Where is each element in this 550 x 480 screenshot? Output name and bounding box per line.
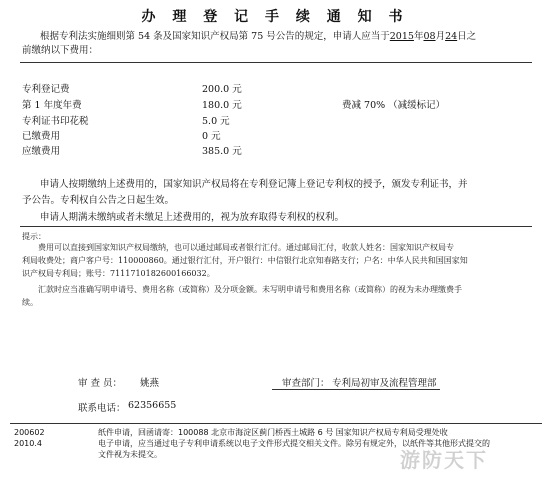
deadline-month: 08 [423, 31, 436, 42]
fee-amount: 200.0 元 [202, 84, 242, 95]
dept-label: 审查部门： [282, 378, 330, 389]
form-version: 2010.4 [14, 439, 42, 448]
fee-label: 专利登记费 [22, 84, 70, 95]
notes-line: 汇款时应当准确写明申请号、费用名称（或简称）及分项金额。未写明申请号和费用名称（或简称）的视为未办理缴费手 [38, 285, 462, 294]
fee-label: 第 1 年度年费 [22, 100, 82, 111]
footer-line: 文件视为未提交。 [98, 450, 162, 459]
year-unit: 年 [413, 31, 424, 42]
notes-line: 利局收费处；商户客户号：110000860。通过银行汇付，开户银行：中信银行北京知春路支行；户名：中华人民共和国国家知 [22, 256, 468, 265]
notes-label: 提示： [22, 232, 46, 241]
divider-middle [20, 226, 532, 227]
day-unit: 日之 [457, 31, 477, 42]
fee-amount: 180.0 元 [202, 100, 242, 111]
month-unit: 月 [435, 31, 446, 42]
phone-number: 62356655 [128, 400, 177, 411]
paragraph-grant-line-2: 予公告。专利权自公告之日起生效。 [22, 195, 175, 206]
fee-amount: 5.0 元 [202, 116, 230, 127]
phone-label: 联系电话： [78, 403, 126, 414]
fee-label: 应缴费用 [22, 146, 61, 157]
watermark-logo: 游防天下 [400, 448, 488, 472]
form-code: 200602 [14, 428, 45, 437]
fee-reduction-note: 费减 70% （减缓标记） [342, 100, 446, 111]
divider-footer [10, 423, 542, 424]
dept-name: 专利局初审及流程管理部 [332, 378, 437, 389]
examiner-name: 姚燕 [140, 378, 160, 389]
paragraph-grant-line-1: 申请人按期缴纳上述费用的，国家知识产权局将在专利登记簿上登记专利权的授予，颁发专利证书，并 [40, 179, 468, 190]
intro-text: 根据专利法实施细则第 54 条及国家知识产权局第 75 号公告的规定，申请人应当于 [40, 31, 390, 42]
footer-line: 电子申请，应当通过电子专利申请系统以电子文件形式提交相关文件。除另有规定外，以纸件等其他形式提交的 [98, 439, 490, 448]
paragraph-forfeit: 申请人期满未缴纳或者未缴足上述费用的，视为放弃取得专利权的权利。 [40, 212, 345, 223]
notes-line: 费用可以直接到国家知识产权局缴纳，也可以通过邮局或者银行汇付。通过邮局汇付，收款人姓名：国家知识产权局专 [38, 243, 454, 252]
footer-line: 纸件申请，回函请寄：100088 北京市海淀区蓟门桥西土城路 6 号 国家知识产权局专利局受理处收 [98, 428, 448, 437]
notes-line: 续。 [22, 298, 38, 307]
fee-amount: 385.0 元 [202, 146, 242, 157]
intro-line-1 [40, 29, 476, 44]
deadline-day: 24 [445, 31, 458, 42]
fee-label: 专利证书印花税 [22, 116, 89, 127]
intro-line-2: 前缴纳以下费用： [22, 45, 99, 56]
examiner-label: 审 查 员： [78, 378, 123, 389]
notes-line: 识产权局专利局；账号：7111710182600166032。 [22, 269, 215, 278]
fee-amount: 0 元 [202, 131, 221, 142]
dept-underline [272, 389, 440, 390]
fee-label: 已缴费用 [22, 131, 61, 142]
notice-title: 办 理 登 记 手 续 通 知 书 [141, 9, 409, 25]
divider-top [20, 62, 532, 63]
deadline-year: 2015 [389, 31, 414, 42]
